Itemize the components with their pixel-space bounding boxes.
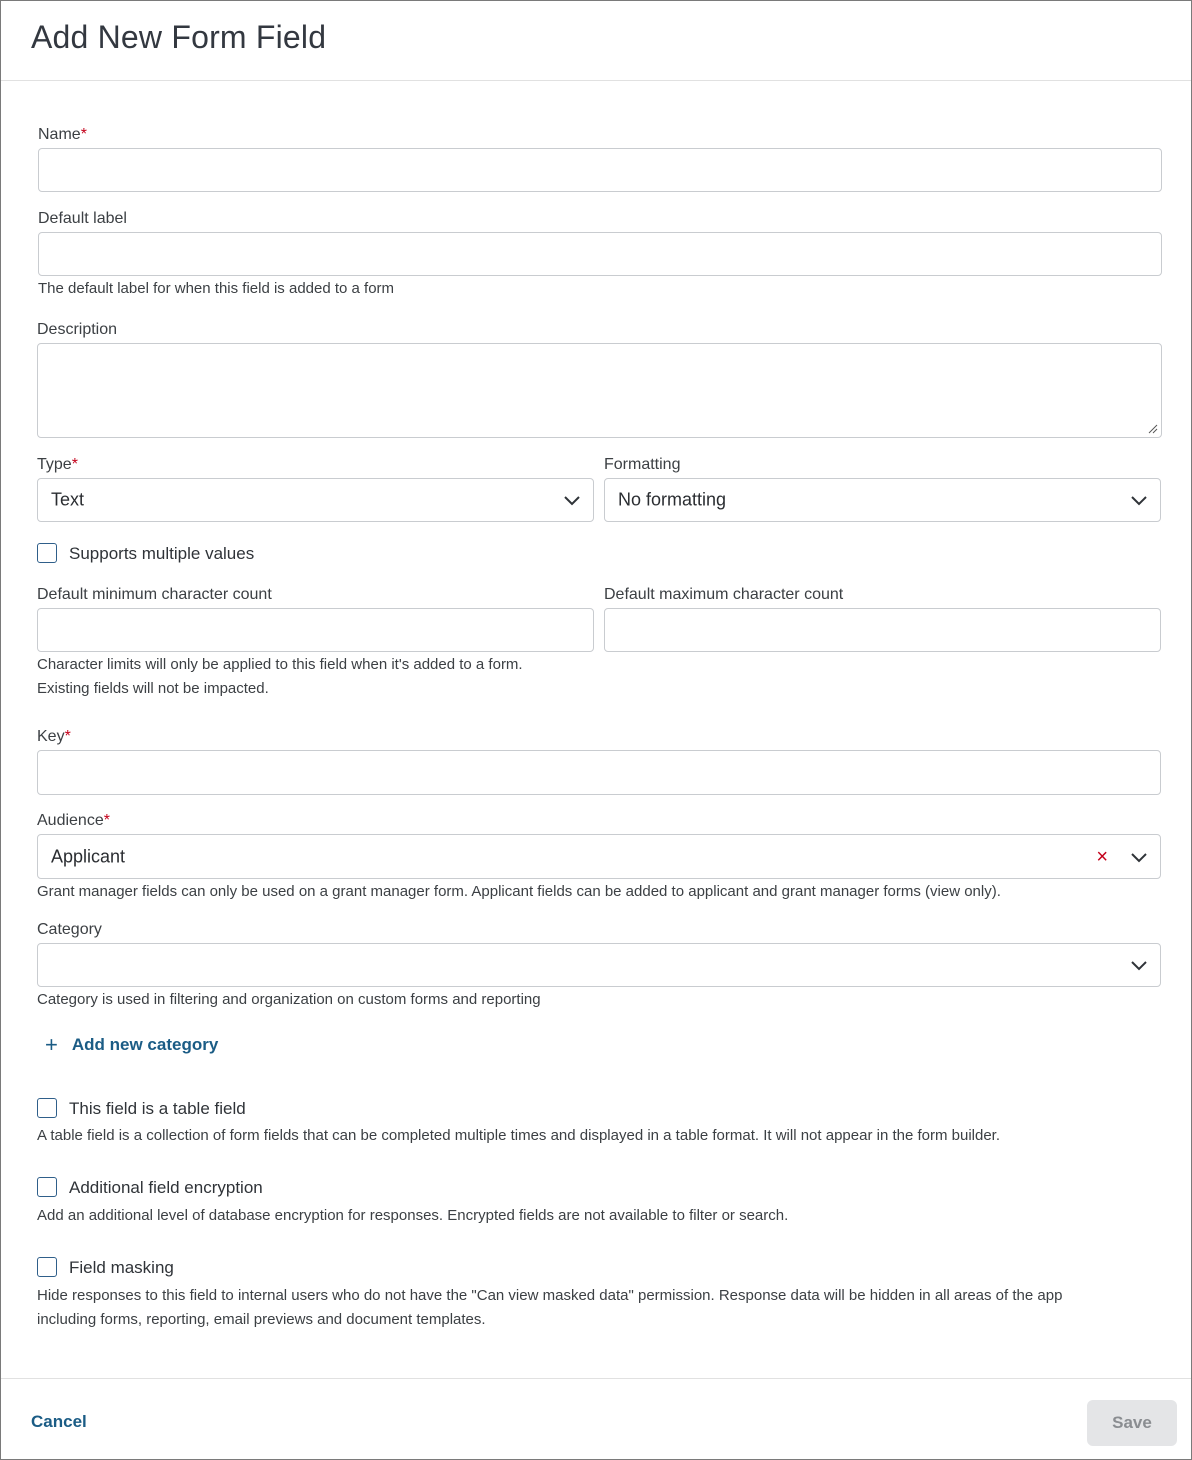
masking-label: Field masking — [69, 1258, 174, 1277]
chevron-down-icon — [1130, 494, 1148, 506]
audience-select[interactable] — [37, 834, 1161, 879]
save-button[interactable]: Save — [1087, 1400, 1177, 1446]
add-new-category-button[interactable] — [45, 1032, 218, 1058]
required-mark: * — [80, 126, 87, 143]
max-chars-label: Default maximum character count — [604, 586, 844, 603]
category-label: Category — [37, 921, 102, 938]
table-field-help: A table field is a collection of form fields that can be completed multiple times and displayed in a table format. It will not appear in the form builder. — [37, 1127, 1001, 1144]
default-label-label: Default label — [38, 210, 127, 227]
supports-multiple-checkbox[interactable] — [37, 543, 57, 563]
masking-help-1: Hide responses to this field to internal users who do not have the "Can view masked data" permission. Response data will be hidden in all areas of the app — [37, 1287, 1063, 1304]
add-new-category-label: Add new category — [71, 1035, 219, 1054]
masking-checkbox[interactable] — [37, 1257, 57, 1277]
chevron-down-icon — [1130, 959, 1148, 971]
formatting-selected-value: No formatting — [618, 489, 727, 510]
key-input[interactable] — [37, 750, 1161, 795]
audience-label: Audience* — [37, 812, 110, 829]
description-textarea[interactable] — [37, 343, 1162, 438]
plus-icon: + — [45, 1032, 58, 1057]
category-help: Category is used in filtering and organization on custom forms and reporting — [37, 991, 541, 1008]
masking-help-2: including forms, reporting, email previews and document templates. — [37, 1311, 486, 1328]
formatting-select[interactable] — [604, 478, 1161, 522]
supports-multiple-label: Supports multiple values — [69, 544, 255, 563]
max-chars-input[interactable] — [604, 608, 1161, 652]
name-input[interactable] — [38, 148, 1162, 192]
name-label: Name* — [38, 126, 87, 143]
encryption-label: Additional field encryption — [69, 1178, 263, 1197]
chevron-down-icon — [563, 494, 581, 506]
clear-selection-icon[interactable]: × — [1096, 845, 1108, 868]
min-chars-label: Default minimum character count — [37, 586, 272, 603]
encryption-checkbox[interactable] — [37, 1177, 57, 1197]
required-mark: * — [64, 728, 71, 745]
type-label: Type* — [37, 456, 78, 473]
encryption-help: Add an additional level of database encryption for responses. Encrypted fields are not available to filter or search. — [37, 1207, 789, 1224]
resize-handle-icon[interactable] — [1148, 424, 1158, 434]
default-label-input[interactable] — [38, 232, 1162, 276]
char-limit-help-2: Existing fields will not be impacted. — [37, 680, 269, 697]
table-field-label: This field is a table field — [69, 1099, 246, 1118]
key-label: Key* — [37, 728, 71, 745]
formatting-label: Formatting — [604, 456, 681, 473]
modal-title: Add New Form Field — [31, 19, 327, 55]
char-limit-help-1: Character limits will only be applied to this field when it's added to a form. — [37, 656, 523, 673]
type-selected-value: Text — [51, 489, 85, 510]
description-label: Description — [37, 321, 118, 338]
min-chars-input[interactable] — [37, 608, 594, 652]
required-mark: * — [71, 456, 78, 473]
cancel-button[interactable]: Cancel — [31, 1412, 87, 1431]
category-select[interactable] — [37, 943, 1161, 987]
required-mark: * — [103, 812, 110, 829]
type-select[interactable] — [37, 478, 594, 522]
modal-footer — [1, 1378, 1191, 1460]
default-label-help: The default label for when this field is added to a form — [38, 280, 395, 297]
audience-selected-value: Applicant — [51, 846, 126, 866]
audience-help: Grant manager fields can only be used on a grant manager form. Applicant fields can be added to applicant and grant manager forms (view only). — [37, 883, 1001, 900]
chevron-down-icon — [1130, 851, 1148, 863]
modal-header — [1, 1, 1191, 81]
table-field-checkbox[interactable] — [37, 1098, 57, 1118]
